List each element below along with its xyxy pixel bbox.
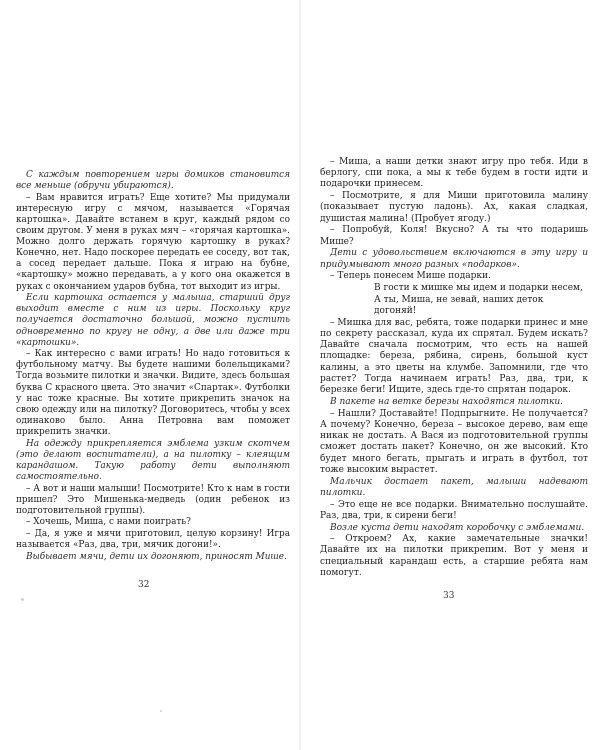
text-paragraph: – Попробуй, Коля! Вкусно? А ты что подаришь Мише? <box>320 225 588 247</box>
stage-direction-paragraph: Выбывает мячи, дети их догоняют, приносят Мише. <box>26 551 287 562</box>
text-paragraph: – Нашли? Доставайте! Подпрыгните. Не получается? А почему? Конечно, береза – высокое дерево, вам еще никак не достать. А Вася из подготовительной группы сможет достать пакет? Конечно, он же высокий. Кто будет много бегать, прыгать и играть в футбол, тот тоже высоким вырастет. <box>320 408 588 475</box>
left-page-text-column <box>16 170 290 563</box>
left-page-number: 32 <box>138 580 150 590</box>
text-paragraph: – Посмотрите, я для Миши приготовила малину (показывает пустую ладонь). Ах, какая сладкая, душистая малина! (Пробует ягоду.) <box>320 191 588 224</box>
text-paragraph: – Хочешь, Миша, с нами поиграть? <box>26 517 191 528</box>
text-paragraph: – Мишка для вас, ребята, тоже подарки принес и мне по секрету рассказал, куда их спрятал. Будем искать? Давайте сначала посмотрим, что есть на нашей площадке: береза, рябина, сирень, большой куст калины, а это цветы на клумбе. Запомнили, где что растет? Тогда начинаем играть! Раз, два, три, к березке беги! Ищите, здесь где-то спрятан подарок. <box>320 317 588 396</box>
text-paragraph: – Теперь понесем Мише подарки. <box>330 271 491 282</box>
stage-direction-paragraph: Мальчик достает пакет, малыши надевают пилотки. <box>320 476 588 498</box>
text-paragraph: – Это еще не все подарки. Внимательно послушайте. Раз, два, три, к сирени беги! <box>320 499 588 521</box>
right-page <box>300 0 600 750</box>
stage-direction-paragraph: Дети с удовольствием включаются в эту игру и придумывают много разных «подарков». <box>320 248 588 270</box>
right-page-number: 33 <box>443 591 455 601</box>
stage-direction-paragraph: Если картошка остается у малыша, старший друг выходит вместе с ним из игры. Поскольку круг получается достаточно большой, можно пустить одновременно по кругу не одну, а две или даже три «картошки». <box>16 293 290 348</box>
scan-speck <box>160 710 162 712</box>
text-paragraph: – Да, я уже и мячи приготовил, целую корзину! Игра называется «Раз, два, три, мячик догони!». <box>16 529 290 551</box>
text-paragraph: – Как интересно с вами играть! Но надо готовиться к футбольному матчу. Вы будете нашими болельщиками? Тогда возьмите пилотки и значки. Видите, здесь большая буква С красного цвета. Это значит «Спартак». Футболки у нас тоже красные. Вы хотите прикрепить значок на свою одежду или на пилотку? Договоритесь, чтобы у всех одинаково было. Анна Петровна вам поможет прикрепить значки. <box>16 349 290 438</box>
text-paragraph: – Вам нравится играть? Еще хотите? Мы придумали интересную игру с мячом, называется «Горячая картошка». Давайте встанем в круг, каждый рядом со своим другом. У меня в руках мяч – «горячая картошка». Можно долго держать горячую картошку в руках? Конечно, нет. Надо поскорее передать ее соседу, вот так, а сосед передает дальше. Пока я играю на бубне, «картошку» можно передавать, а у кого она окажется в руках с окончанием ударов бубна, тот выходит из игры. <box>16 192 290 292</box>
text-paragraph: – Миша, а наши детки знают игру про тебя. Иди в берлогу, спи пока, а мы к тебе будем в гости идти и подарочки принесем. <box>320 157 588 190</box>
stage-direction-paragraph: С каждым повторением игры домиков становится все меньше (обручи убираются). <box>16 170 290 192</box>
scan-speck <box>21 598 24 601</box>
text-paragraph: – А вот и наши малыши! Посмотрите! Кто к нам в гости пришел? Это Мишенька-медведь (один ребенок из подготовительной группы). <box>16 483 290 516</box>
verse-line: А ты, Миша, не зевай, наших деток догоняй! <box>374 294 544 317</box>
stage-direction-paragraph: На одежду прикрепляется эмблема узким скотчем (это делают воспитатели), а на пилотку – клеящим карандашом. Такую работу дети выполняют самостоятельно. <box>16 438 290 482</box>
right-page-text-column <box>320 157 588 580</box>
verse-line: В гости к мишке мы идем и подарки несем, <box>374 283 583 294</box>
text-paragraph: – Откроем? Ах, какие замечательные значки! Давайте их на пилотки прикрепим. Вот у меня и специальный карандаш есть, а старшие ребята нам помогут. <box>320 534 588 578</box>
stage-direction-paragraph: В пакете на ветке березы находятся пилотки. <box>330 396 564 407</box>
stage-direction-paragraph: Возле куста дети находят коробочку с эмблемами. <box>330 522 585 533</box>
